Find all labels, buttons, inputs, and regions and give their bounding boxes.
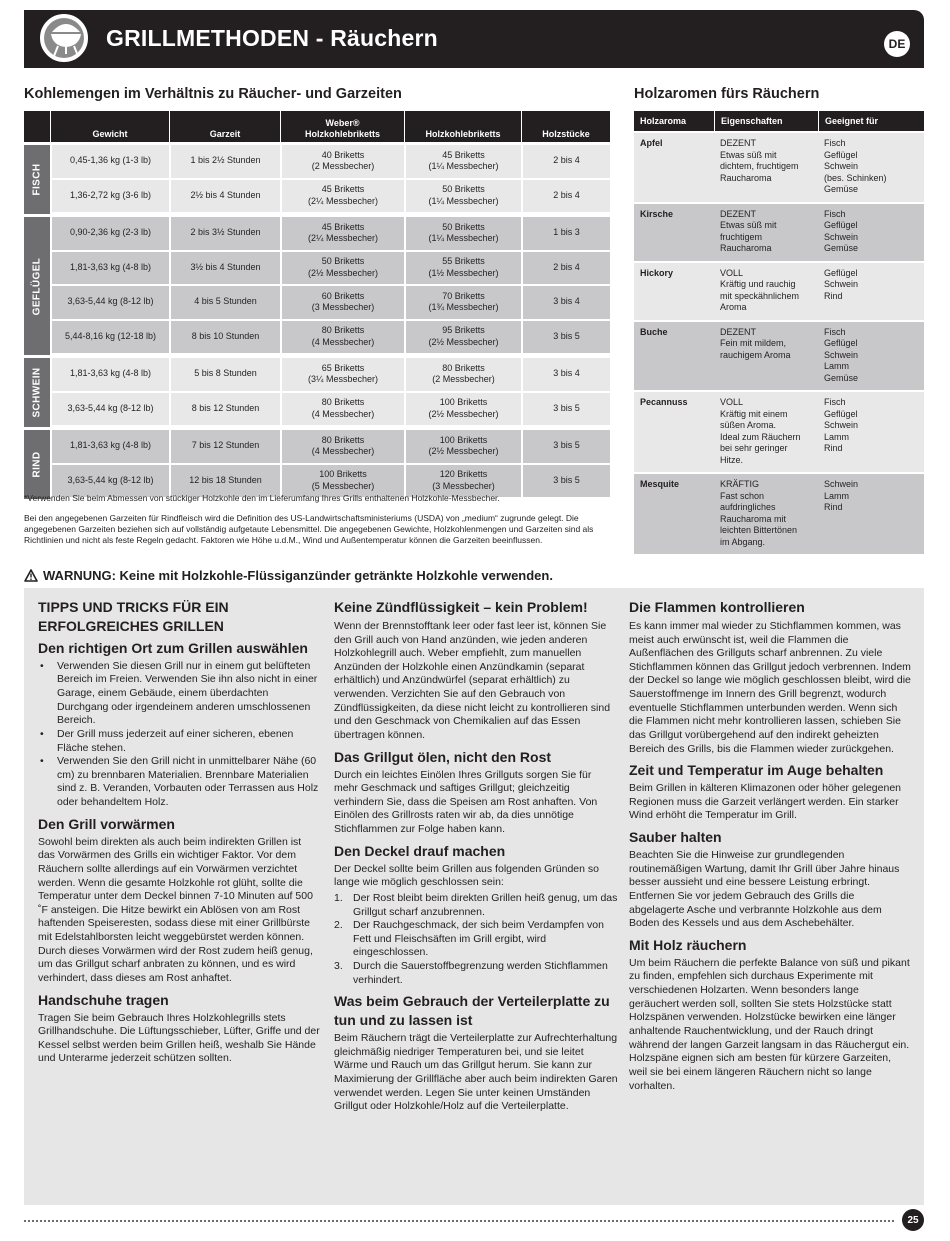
list-item	[334, 892, 618, 919]
table-row	[50, 286, 610, 319]
cell-briquettes: 50 Briketts (1¼ Messbecher)	[404, 180, 521, 213]
list-text: Der Rauchgeschmack, der sich beim Verdampfen von Fett und Fleischsäften im Grill ergibt, wird eingeschlossen.	[353, 919, 604, 959]
section-title: Den Grill vorwärmen	[38, 815, 175, 832]
wood-properties: DEZENT Fein mit mildem, rauchigem Aroma	[720, 326, 791, 360]
list-item: • Verwenden Sie den Grill nicht in unmittelbarer Nähe (60 cm) zu brennbaren Materialien. Brennbare Materialien sind z. B. Veranden, Vorbauten oder Terrassen aus Holz oder behandeltem Holz.	[38, 755, 320, 810]
cell-weber-briquettes: 50 Briketts (2½ Messbecher)	[280, 252, 404, 285]
wood-properties: VOLL Kräftig und rauchig mit speckähnlichem Aroma	[720, 267, 800, 313]
section-text: Sowohl beim direkten als auch beim indirekten Grillen ist das Vorwärmen des Grills ein wichtiger Faktor. Vor dem Räuchern sollte allerdings auf ein Vorwärmen verzichtet werden. Wenn die gesamte Holzkohle rot glüht, sollte die Temperatur unter dem Deckel binnen 7-10 Minuten auf 500 ˚F ansteigen. Die Hitze bewirkt ein Ablösen von am Rost haftenden Speiseresten, sodass diese mit einer Grillbürste mit Edelstahlborsten leicht weggebürstet werden können. Durch dieses Vorwärmen wird der Rost zudem heiß genug, um das Grillgut scharf anbraten zu können, und es wird verhindert, dass dieses am Rost anhaftet.	[38, 835, 313, 985]
header-weber-briquettes: Weber® Holzkohlebriketts	[280, 111, 404, 142]
cell-weight: 1,81-3,63 kg (4-8 lb)	[50, 358, 169, 391]
header-wood-chunks: Holzstücke	[521, 111, 610, 142]
wood-row	[634, 133, 924, 202]
cell-wood-chunks: 2 bis 4	[521, 145, 610, 178]
cell-cook-time: 4 bis 5 Stunden	[169, 286, 280, 319]
cell-wood-chunks: 3 bis 4	[521, 286, 610, 319]
weber-logo-icon	[38, 12, 90, 64]
tips-heading: TIPPS UND TRICKS FÜR EIN ERFOLGREICHES GRILLEN	[38, 599, 229, 634]
cell-weber-briquettes: 100 Briketts (5 Messbecher)	[280, 465, 404, 498]
section-text: Beim Grillen in kälteren Klimazonen oder höher gelegenen Regionen muss die Garzeit verlängert werden. Ein starker Wind erhöht die Temperatur im Grill.	[629, 782, 901, 822]
cell-cook-time: 3½ bis 4 Stunden	[169, 252, 280, 285]
cell-weber-briquettes: 65 Briketts (3¼ Messbecher)	[280, 358, 404, 391]
section-title: Mit Holz räuchern	[629, 936, 747, 953]
cell-weight: 3,63-5,44 kg (8-12 lb)	[50, 286, 169, 319]
group-label-text: FISCH	[31, 163, 43, 196]
header-suited-for: Geeignet für	[818, 111, 924, 131]
table-row	[50, 321, 610, 354]
wood-name: Mesquite	[640, 479, 680, 490]
section-text: Beim Räuchern trägt die Verteilerplatte zur Aufrechterhaltung gleichmäßig niedriger Temperaturen bei, und sie leitet Wärme und Rauch um das Grillgut herum. Sie kann zur Maximierung der Grillfläche aber auch beim indirekten Garen verwendet werden. Legen Sie unter keinen Umständen Grillgut oder Holzkohle/Holz auf die Verteilerplatte.	[334, 1032, 618, 1113]
wood-name: Hickory	[640, 267, 674, 278]
location-bullets	[38, 660, 320, 810]
section-text: Um beim Räuchern die perfekte Balance von süß und pikant zu finden, empfehlen sich durchaus Experimente mit verschiedenen Holzarten. Wenn besonders lange geräuchert werden soll, sollten Sie stets Holzstücke statt Holzspänen verwenden. Holzstücke bewirken eine länger anhaltende Rauchentwicklung, und der Rauch dringt während der langen Garzeit langsam in das Räuchergut ein. Holzspäne eignen sich am besten für kürzere Garzeiten, weil sie bei einem längeren Räuchern nicht so lange vorhalten.	[629, 956, 910, 1092]
table-row	[50, 430, 610, 463]
cell-briquettes: 120 Briketts (3 Messbecher)	[404, 465, 521, 498]
page-number: 25	[902, 1209, 924, 1231]
wood-table	[634, 111, 924, 554]
wood-name: Buche	[640, 326, 668, 337]
section-title: Die Flammen kontrollieren	[629, 599, 805, 615]
wood-suited-for: Schwein Lamm Rind	[824, 479, 859, 513]
cell-wood-chunks: 2 bis 4	[521, 180, 610, 213]
list-item	[334, 960, 618, 987]
cell-weber-briquettes: 45 Briketts (2¼ Messbecher)	[280, 217, 404, 250]
cell-weight: 3,63-5,44 kg (8-12 lb)	[50, 465, 169, 498]
wood-suited-for: Geflügel Schwein Rind	[824, 267, 859, 301]
cell-wood-chunks: 3 bis 4	[521, 358, 610, 391]
lid-reasons-list	[334, 892, 618, 987]
table-row	[50, 217, 610, 250]
wood-row	[634, 263, 924, 320]
cell-weber-briquettes: 60 Briketts (3 Messbecher)	[280, 286, 404, 319]
header-weight: Gewicht	[50, 111, 169, 142]
tips-column-2	[334, 598, 618, 1116]
list-number: 3.	[334, 960, 343, 973]
list-item: • Verwenden Sie diesen Grill nur in einem gut belüfteten Bereich im Freien. Verwenden Sie ihn also nicht in einer Garage, einem Gebäude, einem überdachten Durchgang oder irgendeinem anderen umschlossenen Bereich.	[38, 660, 320, 728]
coal-table-header	[24, 111, 610, 142]
cell-briquettes: 50 Briketts (1¼ Messbecher)	[404, 217, 521, 250]
cell-weber-briquettes: 80 Briketts (4 Messbecher)	[280, 430, 404, 463]
section-title: Das Grillgut ölen, nicht den Rost	[334, 748, 552, 765]
section-title: Den richtigen Ort zum Grillen auswählen	[38, 639, 308, 656]
coal-group-geflugel	[24, 217, 610, 355]
group-label-text: GEFLÜGEL	[31, 257, 43, 315]
cell-wood-chunks: 3 bis 5	[521, 430, 610, 463]
cell-briquettes: 80 Briketts (2 Messbecher)	[404, 358, 521, 391]
language-badge: DE	[884, 31, 910, 57]
cell-briquettes: 100 Briketts (2½ Messbecher)	[404, 430, 521, 463]
wood-properties: DEZENT Etwas süß mit fruchtigem Raucharoma	[720, 208, 777, 254]
section-text: Wenn der Brennstofftank leer oder fast leer ist, können Sie den Grill auch von Hand anzünden, wie jeden anderen Holzkohlegrill auch. Weber empfiehlt, zum manuellen Anzünden der Holzkohle einen Anzündkamin (separat erhältlich) und Anzündwürfel (separat erhältlich) zu verwenden. Verzichten Sie auf den Gebrauch von Zündflüssigkeiten, da diese nicht leicht zu kontrollieren sind und den Geschmack von Chemikalien auf das Essen übertragen können.	[334, 619, 611, 742]
footer-divider	[24, 1220, 894, 1222]
table-row	[50, 252, 610, 285]
group-label	[24, 430, 50, 499]
section-title: Sauber halten	[629, 829, 722, 846]
wood-name: Kirsche	[640, 208, 674, 219]
cell-cook-time: 8 bis 10 Stunden	[169, 321, 280, 354]
wood-properties: DEZENT Etwas süß mit dichtem, fruchtigem Raucharoma	[720, 138, 799, 183]
cell-cook-time: 2½ bis 4 Stunden	[169, 180, 280, 213]
wood-properties: KRÄFTIG Fast schon aufdringliches Raucharoma mit leichten Bittertönen im Abgang.	[720, 479, 798, 547]
warning-line	[24, 568, 553, 583]
wood-name: Pecannuss	[640, 397, 688, 408]
header-cook-time: Garzeit	[169, 111, 280, 142]
cell-cook-time: 7 bis 12 Stunden	[169, 430, 280, 463]
coal-disclaimer: Bei den angegebenen Garzeiten für Rindfleisch wird die Definition des US-Landwirtschaftsministeriums (USDA) von „medium“ zugrunde gelegt. Die angegebenen Garzeiten beziehen sich auf vollständig aufgetaute Lebensmittel. Die angegebenen Gewichte, Holzkohlenmengen und Garzeiten sind als Richtlinien und nicht als feste Regeln gedacht. Faktoren wie Höhe u.d.M., Wind und Außentemperatur können die Garzeiten beeinflussen.	[24, 513, 594, 546]
section-title: Den Deckel drauf machen	[334, 842, 506, 859]
cell-weight: 0,90-2,36 kg (2-3 lb)	[50, 217, 169, 250]
wood-suited-for: Fisch Geflügel Schwein Lamm Rind	[824, 397, 859, 454]
cell-cook-time: 12 bis 18 Stunden	[169, 465, 280, 498]
cell-wood-chunks: 3 bis 5	[521, 465, 610, 498]
list-number: 1.	[334, 891, 343, 904]
coal-group-schwein	[24, 358, 610, 427]
cell-wood-chunks: 3 bis 5	[521, 321, 610, 354]
coal-group-fisch	[24, 145, 610, 214]
header-properties: Eigenschaften	[714, 111, 818, 131]
table-row	[50, 393, 610, 426]
cell-briquettes: 55 Briketts (1½ Messbecher)	[404, 252, 521, 285]
cell-weber-briquettes: 45 Briketts (2¼ Messbecher)	[280, 180, 404, 213]
cell-wood-chunks: 3 bis 5	[521, 393, 610, 426]
wood-row	[634, 204, 924, 261]
wood-suited-for: Fisch Geflügel Schwein Gemüse	[824, 208, 859, 254]
wood-table-title: Holzaromen fürs Räuchern	[634, 86, 820, 102]
cell-weight: 1,81-3,63 kg (4-8 lb)	[50, 252, 169, 285]
cell-briquettes: 100 Briketts (2½ Messbecher)	[404, 393, 521, 426]
page-title: GRILLMETHODEN - Räuchern	[106, 25, 438, 51]
cell-weber-briquettes: 80 Briketts (4 Messbecher)	[280, 321, 404, 354]
cell-wood-chunks: 2 bis 4	[521, 252, 610, 285]
cell-cook-time: 5 bis 8 Stunden	[169, 358, 280, 391]
table-row	[50, 358, 610, 391]
list-number: 2.	[334, 919, 343, 932]
wood-row	[634, 392, 924, 472]
cell-briquettes: 70 Briketts (1¾ Messbecher)	[404, 286, 521, 319]
group-label-text: SCHWEIN	[31, 367, 43, 418]
group-label	[24, 358, 50, 427]
section-text: Der Deckel sollte beim Grillen aus folgenden Gründen so lange wie möglich geschlossen sein:	[334, 862, 599, 889]
table-row	[50, 145, 610, 178]
cell-weight: 1,36-2,72 kg (3-6 lb)	[50, 180, 169, 213]
wood-table-header	[634, 111, 924, 131]
warning-text: WARNUNG: Keine mit Holzkohle-Flüssiganzünder getränkte Holzkohle verwenden.	[43, 568, 553, 583]
section-title: Keine Zündflüssigkeit – kein Problem!	[334, 599, 588, 615]
cell-wood-chunks: 1 bis 3	[521, 217, 610, 250]
tips-box	[24, 588, 924, 1205]
wood-row	[634, 322, 924, 391]
section-text: Beachten Sie die Hinweise zur grundlegenden routinemäßigen Wartung, damit Ihr Grill über Jahre hinaus besser aussieht und eine bessere Leistung erbringt. Entfernen Sie vor jedem Gebrauch des Grills die abgelagerte Asche und verbrannte Holzkohle aus dem Boden des Kessels und aus dem Aschebehälter.	[629, 849, 900, 930]
cell-weight: 0,45-1,36 kg (1-3 lb)	[50, 145, 169, 178]
coal-footnote: *Verwenden Sie beim Abmessen von stückiger Holzkohle den im Lieferumfang Ihres Grills enthaltenen Holzkohle-Messbecher.	[24, 493, 500, 503]
section-title: Handschuhe tragen	[38, 991, 169, 1008]
tips-column-1	[38, 598, 320, 1068]
list-item	[334, 919, 618, 960]
table-row	[50, 180, 610, 213]
wood-row	[634, 474, 924, 554]
list-text: Der Rost bleibt beim direkten Grillen heiß genug, um das Grillgut scharf anzubrennen.	[353, 891, 618, 918]
cell-cook-time: 2 bis 3½ Stunden	[169, 217, 280, 250]
wood-suited-for: Fisch Geflügel Schwein Lamm Gemüse	[824, 326, 859, 383]
cell-cook-time: 1 bis 2½ Stunden	[169, 145, 280, 178]
cell-weight: 5,44-8,16 kg (12-18 lb)	[50, 321, 169, 354]
list-text: Durch die Sauerstoffbegrenzung werden Stichflammen verhindert.	[353, 960, 608, 986]
header-wood-aroma: Holzaroma	[640, 116, 687, 126]
group-label	[24, 217, 50, 355]
cell-weber-briquettes: 80 Briketts (4 Messbecher)	[280, 393, 404, 426]
coal-group-rind	[24, 430, 610, 499]
coal-table	[24, 111, 610, 499]
group-label-text: RIND	[31, 451, 43, 478]
section-text: Es kann immer mal wieder zu Stichflammen kommen, was meist auch erwünscht ist, weil die Flammen die Außenflächen des Grillguts scharf anbrennen. Zu viele Stichflammen können das Grillgut jedoch verbrennen. Indem der Deckel so lange wie möglich geschlossen bleibt, wird die Sauerstoffmenge im Innern des Grill begrenzt, wodurch eventuelle Stichflammen unterbunden werden. Wenn sich die Flammen nicht mehr kontrollieren lassen, schieben Sie das Grillgut vorübergehend auf den indirekt geheizten Bereich des Grills, bis die Flammen wieder zurückgehen.	[629, 619, 911, 755]
section-title: Zeit und Temperatur im Auge behalten	[629, 762, 884, 779]
cell-briquettes: 95 Briketts (2½ Messbecher)	[404, 321, 521, 354]
wood-properties: VOLL Kräftig mit einem süßen Aroma. Ideal zum Räuchern bei sehr geringer Hitze.	[720, 397, 801, 465]
cell-weight: 3,63-5,44 kg (8-12 lb)	[50, 393, 169, 426]
tips-column-3	[629, 598, 911, 1095]
page-header	[24, 10, 924, 68]
warning-icon	[24, 569, 38, 582]
section-text: Tragen Sie beim Gebrauch Ihres Holzkohlegrills stets Grillhandschuhe. Die Lüftungsschieber, Lüfter, Griffe und der Kessel selbst werden beim Grillen heiß, weshalb Sie Hände und Unterarme jederzeit schützen sollten.	[38, 1011, 320, 1065]
coal-table-title: Kohlemengen im Verhältnis zu Räucher- und Garzeiten	[24, 86, 402, 102]
group-label	[24, 145, 50, 214]
cell-weber-briquettes: 40 Briketts (2 Messbecher)	[280, 145, 404, 178]
list-item: • Der Grill muss jederzeit auf einer sicheren, ebenen Fläche stehen.	[38, 728, 320, 755]
header-briquettes: Holzkohlebriketts	[404, 111, 521, 142]
cell-cook-time: 8 bis 12 Stunden	[169, 393, 280, 426]
cell-weight: 1,81-3,63 kg (4-8 lb)	[50, 430, 169, 463]
section-title: Was beim Gebrauch der Verteilerplatte zu tun und zu lassen ist	[334, 993, 610, 1029]
cell-briquettes: 45 Briketts (1¼ Messbecher)	[404, 145, 521, 178]
wood-name: Apfel	[640, 138, 663, 148]
section-text: Durch ein leichtes Einölen Ihres Grillguts sorgen Sie für mehr Geschmack und saftiges Grillgut; gleichzeitig verhindern Sie, dass die Speisen am Rost anhaften. Von Einölen des Grillrosts raten wir ab, da dies unnötige Stichflammen zur Folge haben kann.	[334, 768, 598, 836]
wood-suited-for: Fisch Geflügel Schwein (bes. Schinken) Gemüse	[824, 138, 887, 195]
